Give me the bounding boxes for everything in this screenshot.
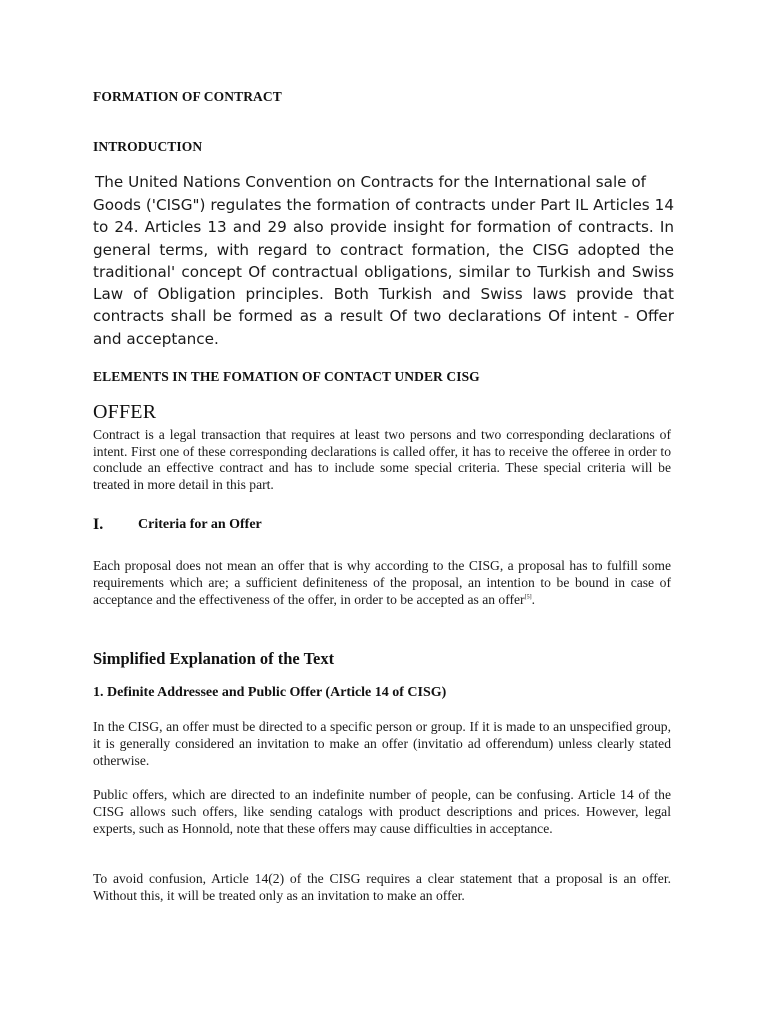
simplified-heading: Simplified Explanation of the Text xyxy=(93,649,335,668)
criteria-paragraph-text: Each proposal does not mean an offer that is why according to the CISG, a proposal has to fulfill some requirements which are; a sufficient definiteness of the proposal, an intention to be bound in case of acceptance and the effectiveness of the offer, in order to be accepted as an offer xyxy=(93,558,671,607)
section1-paragraph-1: In the CISG, an offer must be directed to a specific person or group. If it is made to an unspecified group, it is generally considered an invitation to make an offer (invitatio ad offerendum) unless clearly stated otherwise. xyxy=(93,719,671,768)
elements-heading: ELEMENTS IN THE FOMATION OF CONTACT UNDER CISG xyxy=(93,369,480,384)
document-title: FORMATION OF CONTRACT xyxy=(93,89,282,104)
criteria-paragraph-end: . xyxy=(531,591,535,607)
criteria-numeral: I. xyxy=(93,516,104,533)
offer-paragraph: Contract is a legal transaction that requires at least two persons and two corresponding declarations of intent. First one of these corresponding declarations is called offer, it has to receive the offeree in order to conclude an effective contract and has to include some special criteria. These special criteria will be treated in more detail in this part. xyxy=(93,427,671,492)
intro-first-line: The United Nations Convention on Contracts for the International sale of xyxy=(95,173,646,191)
introduction-heading: INTRODUCTION xyxy=(93,139,203,154)
section1-paragraph-3: To avoid confusion, Article 14(2) of the CISG requires a clear statement that a proposal is an offer. Without this, it will be treated only as an invitation to make an offer. xyxy=(93,871,671,903)
section1-heading: 1. Definite Addressee and Public Offer (Article 14 of CISG) xyxy=(93,685,447,700)
criteria-heading: Criteria for an Offer xyxy=(138,517,262,532)
offer-heading: OFFER xyxy=(93,401,157,423)
section1-paragraph-2: Public offers, which are directed to an indefinite number of people, can be confusing. Article 14 of the CISG allows such offers, like sending catalogs with product descriptions and prices. However, legal experts, such as Honnold, note that these offers may cause difficulties in acceptance. xyxy=(93,787,671,836)
criteria-paragraph xyxy=(93,558,671,608)
footnote-reference[interactable]: [5] xyxy=(524,594,532,601)
intro-paragraph: Goods ('CISG") regulates the formation of contracts under Part IL Articles 14 to 24. Articles 13 and 29 also provide insight for formation of contracts. In general terms, with regard to contract formation, the CISG adopted the traditional' concept Of contractual obligations, similar to Turkish and Swiss Law of Obligation principles. Both Turkish and Swiss laws provide that contracts shall be formed as a result Of two declarations Of intent - Offer and acceptance. xyxy=(93,196,674,348)
